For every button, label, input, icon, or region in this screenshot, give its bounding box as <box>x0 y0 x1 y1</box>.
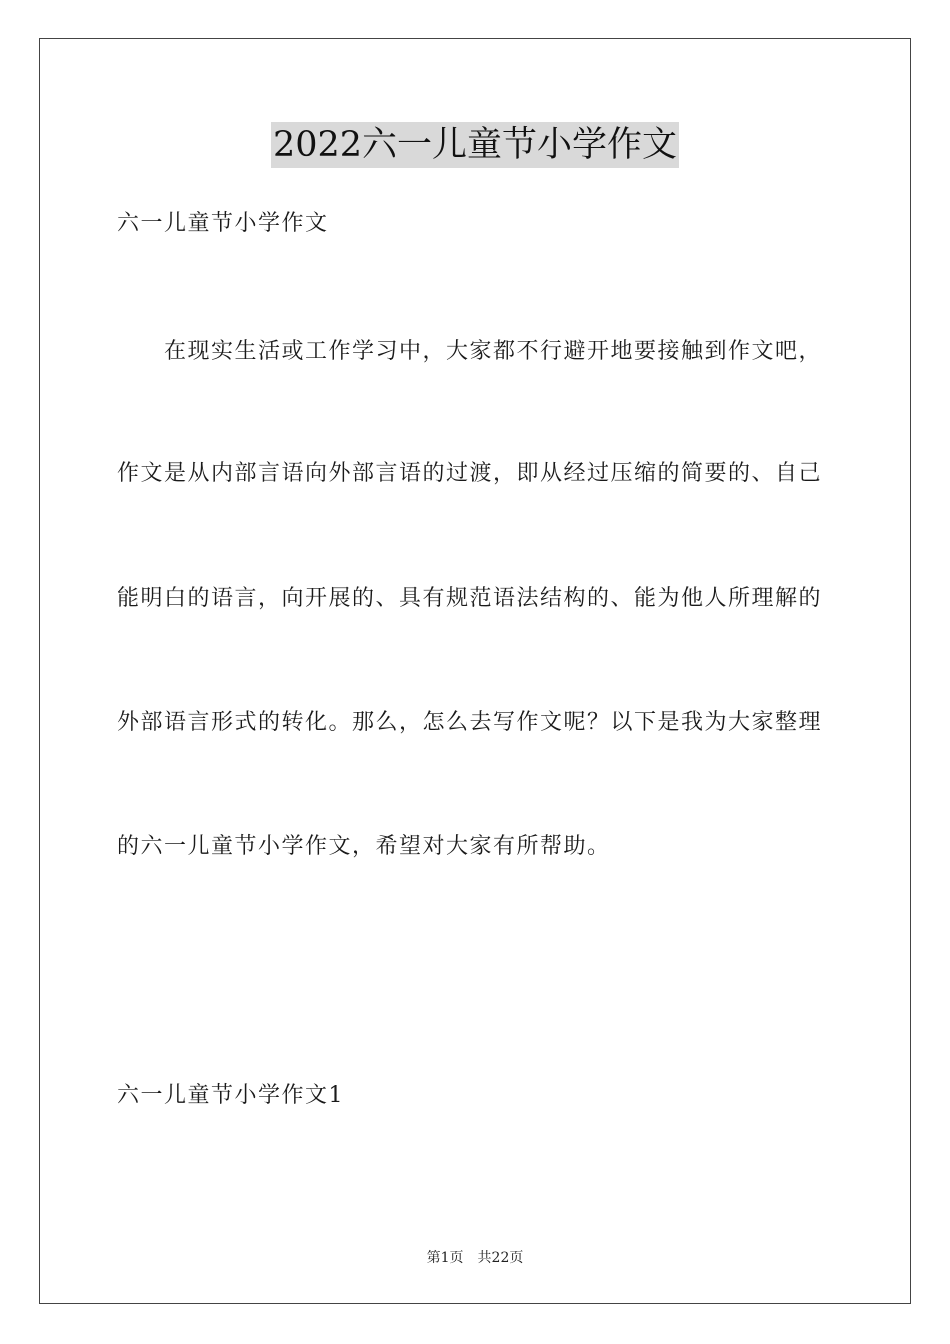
section-heading: 六一儿童节小学作文1 <box>117 1083 344 1108</box>
paragraph-line: 外部语言形式的转化。那么，怎么去写作文呢？以下是我为大家整理 <box>117 710 823 735</box>
paragraph-line: 的六一儿童节小学作文，希望对大家有所帮助。 <box>117 834 611 859</box>
document-title: 2022六一儿童节小学作文 <box>271 122 679 168</box>
title-container <box>0 122 950 168</box>
document-subtitle: 六一儿童节小学作文 <box>117 211 329 236</box>
paragraph-line: 能明白的语言，向开展的、具有规范语法结构的、能为他人所理解的 <box>117 586 823 611</box>
page-number-footer: 第1页 共22页 <box>426 1250 524 1266</box>
paragraph-line: 作文是从内部言语向外部言语的过渡，即从经过压缩的简要的、自己 <box>117 461 823 486</box>
paragraph-line: 在现实生活或工作学习中，大家都不行避开地要接触到作文吧， <box>117 339 823 364</box>
